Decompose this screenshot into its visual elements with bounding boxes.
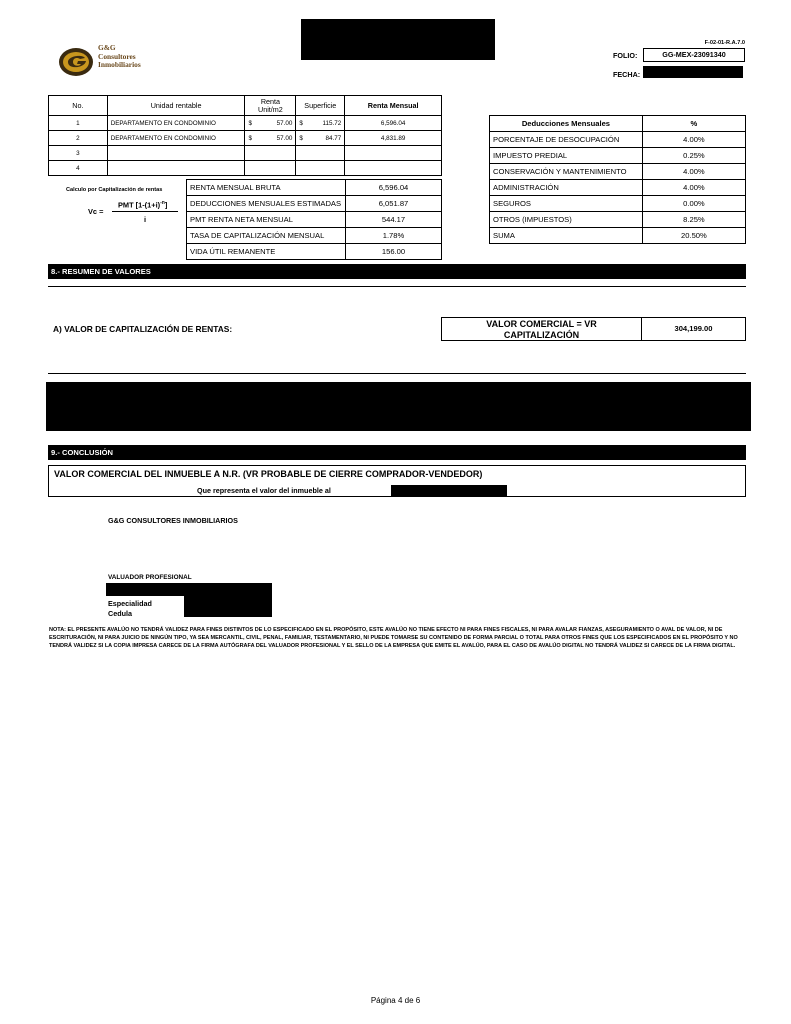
summary-label: DEDUCCIONES MENSUALES ESTIMADAS xyxy=(187,196,346,212)
form-code: F-02-01-R.A.7.0 xyxy=(704,40,745,46)
summary-label: RENTA MENSUAL BRUTA xyxy=(187,180,346,196)
cell-currency: $ xyxy=(245,116,256,131)
table-row xyxy=(49,146,442,161)
table-row xyxy=(490,164,746,180)
table-row xyxy=(49,116,442,131)
folio-label: FOLIO: xyxy=(613,51,638,60)
deduction-value: 8.25% xyxy=(642,212,745,228)
cell-currency: $ xyxy=(296,131,307,146)
header-superficie: Superficie xyxy=(296,96,345,116)
cell-unidad xyxy=(107,146,245,161)
table-row xyxy=(490,132,746,148)
cell-renta-unit xyxy=(245,161,296,176)
section-8-title: 8.- RESUMEN DE VALORES xyxy=(48,264,746,279)
redacted-block xyxy=(46,382,751,431)
deduction-value: 4.00% xyxy=(642,164,745,180)
table-row xyxy=(187,196,442,212)
cell-renta-unit: 57.00 xyxy=(256,131,296,146)
cell-renta-mensual xyxy=(345,161,442,176)
cell-superficie: 115.72 xyxy=(307,116,345,131)
company-name: G&G CONSULTORES INMOBILIARIOS xyxy=(108,516,238,525)
cell-superficie: 84.77 xyxy=(307,131,345,146)
divider xyxy=(48,373,746,374)
especialidad-label: Especialidad xyxy=(108,599,152,608)
cell-unidad: DEPARTAMENTO EN CONDOMINIO xyxy=(107,131,245,146)
cell-no: 1 xyxy=(49,116,108,131)
table-row xyxy=(187,212,442,228)
valor-comercial-box xyxy=(441,317,746,341)
folio-value: GG-MEX-23091340 xyxy=(643,48,745,62)
summary-value: 544.17 xyxy=(345,212,441,228)
company-logo xyxy=(58,44,158,80)
deduction-label: IMPUESTO PREDIAL xyxy=(490,148,643,164)
deduction-label: CONSERVACIÓN Y MANTENIMIENTO xyxy=(490,164,643,180)
table-row xyxy=(187,244,442,260)
formula-lhs: Vc = xyxy=(88,207,104,216)
conclusion-box xyxy=(48,465,746,497)
deductions-table xyxy=(489,115,746,244)
logo-line: G&G xyxy=(98,43,116,52)
deductions-header: Deducciones Mensuales xyxy=(490,116,643,132)
valor-comercial-inmueble: VALOR COMERCIAL DEL INMUEBLE A N.R. (VR PROBABLE DE CIERRE COMPRADOR-VENDEDOR) xyxy=(54,469,483,479)
summary-value: 156.00 xyxy=(345,244,441,260)
cedula-label: Cedula xyxy=(108,609,132,618)
redacted-credentials xyxy=(184,596,272,617)
deduction-value: 0.00% xyxy=(642,196,745,212)
fecha-label: FECHA: xyxy=(613,70,641,79)
redacted-header-block xyxy=(301,19,495,60)
cell-renta-unit: 57.00 xyxy=(256,116,296,131)
table-row xyxy=(490,228,746,244)
table-row xyxy=(490,212,746,228)
cell-renta-unit xyxy=(245,146,296,161)
valor-comercial-label xyxy=(442,318,642,340)
divider xyxy=(48,286,746,287)
table-row xyxy=(49,161,442,176)
logo-line: Consultores xyxy=(98,51,136,61)
deduction-label: PORCENTAJE DE DESOCUPACIÓN xyxy=(490,132,643,148)
formula-numerator xyxy=(118,200,167,209)
cell-no: 4 xyxy=(49,161,108,176)
logo-line: Inmobiliarios xyxy=(98,60,141,70)
table-row xyxy=(187,180,442,196)
deduction-value: 20.50% xyxy=(642,228,745,244)
table-row xyxy=(490,180,746,196)
summary-label: TASA DE CAPITALIZACIÓN MENSUAL xyxy=(187,228,346,244)
cell-no: 3 xyxy=(49,146,108,161)
summary-value: 6,051.87 xyxy=(345,196,441,212)
formula-denominator: i xyxy=(144,215,147,224)
legal-note: NOTA: EL PRESENTE AVALÚO NO TENDRÁ VALIDEZ PARA FINES DISTINTOS DE LO ESPECIFICADO EN EL PROPÓSITO, ESTE AVALÚO NO TIENE EFECTO NI PARA FINES FISCALES, NI PARA AVALAR FIANZAS, ASEGURAMIENTO O AVAL DE VALOR, NI DE ESCRITURACIÓN, NI PARA JUICIO DE NINGÚN TIPO, YA SEA MERCANTIL, CIVIL, PENAL, FAMILIAR, TESTAMENTARIO, NI PUEDE TOMARSE SU CONTENIDO DE FORMA PARCIAL O TOTAL PARA OTROS FINES QUE LOS ESPECIFICADOS EN EL PROPÓSITO Y NO TENDRÁ VALIDEZ SI LA COPIA IMPRESA CARECE DE LA FIRMA AUTÓGRAFA DEL VALUADOR PROFESIONAL Y EL SELLO DE LA EMPRESA QUE EMITE EL AVALÚO, PARA EL CASO DE AVALÚO DIGITAL NO TENDRÁ VALIDEZ SI CARECE DE LA FIRMA DIGITAL. xyxy=(49,627,738,649)
formula-divider xyxy=(112,211,178,212)
valuador-label: VALUADOR PROFESIONAL xyxy=(108,574,192,581)
cell-superficie xyxy=(296,161,345,176)
header-unidad: Unidad rentable xyxy=(107,96,245,116)
redacted-valuador-name xyxy=(106,583,272,596)
table-row xyxy=(49,131,442,146)
cell-renta-mensual: 4,831.89 xyxy=(345,131,442,146)
header-no: No. xyxy=(49,96,108,116)
summary-label: VIDA ÚTIL REMANENTE xyxy=(187,244,346,260)
table-row xyxy=(490,196,746,212)
summary-label: PMT RENTA NETA MENSUAL xyxy=(187,212,346,228)
rent-summary-table xyxy=(186,179,442,260)
formula-num-text: PMT [1-(1+i) xyxy=(118,200,161,210)
deduction-value: 4.00% xyxy=(642,180,745,196)
rent-table xyxy=(48,95,442,176)
cell-renta-mensual xyxy=(345,146,442,161)
formula-title: Calculo por Capitalización de rentas xyxy=(66,187,163,193)
vc-label-line: VALOR COMERCIAL = VR xyxy=(486,319,597,329)
deduction-label: OTROS (IMPUESTOS) xyxy=(490,212,643,228)
cell-no: 2 xyxy=(49,131,108,146)
cell-unidad: DEPARTAMENTO EN CONDOMINIO xyxy=(107,116,245,131)
valor-comercial-value: 304,199.00 xyxy=(674,324,713,333)
summary-value: 1.78% xyxy=(345,228,441,244)
cell-currency: $ xyxy=(296,116,307,131)
deduction-value: 4.00% xyxy=(642,132,745,148)
deduction-value: 0.25% xyxy=(642,148,745,164)
formula-exponent: -n xyxy=(160,200,165,206)
redacted-fecha xyxy=(643,66,743,78)
cell-renta-mensual: 6,596.04 xyxy=(345,116,442,131)
que-representa-text: Que representa el valor del inmueble al xyxy=(197,486,331,495)
deduction-label: SEGUROS xyxy=(490,196,643,212)
summary-value: 6,596.04 xyxy=(345,180,441,196)
capitalizacion-label: A) VALOR DE CAPITALIZACIÓN DE RENTAS: xyxy=(53,324,233,334)
section-9-title: 9.- CONCLUSIÓN xyxy=(48,445,746,460)
deduction-label: SUMA xyxy=(490,228,643,244)
formula-close: ] xyxy=(164,200,168,210)
header-renta-unit: Renta Unit/m2 xyxy=(245,96,296,116)
vc-label-line: CAPITALIZACIÓN xyxy=(503,330,580,340)
table-row xyxy=(490,148,746,164)
deductions-header-pct: % xyxy=(642,116,745,132)
logo-wordmark xyxy=(98,44,141,70)
header-renta-mensual: Renta Mensual xyxy=(345,96,442,116)
deduction-label: ADMINISTRACIÓN xyxy=(490,180,643,196)
logo-emblem-icon xyxy=(58,46,98,78)
redacted-date xyxy=(391,485,507,496)
table-row xyxy=(187,228,442,244)
cell-superficie xyxy=(296,146,345,161)
page-number: Página 4 de 6 xyxy=(370,996,421,1005)
cell-currency: $ xyxy=(245,131,256,146)
cell-unidad xyxy=(107,161,245,176)
